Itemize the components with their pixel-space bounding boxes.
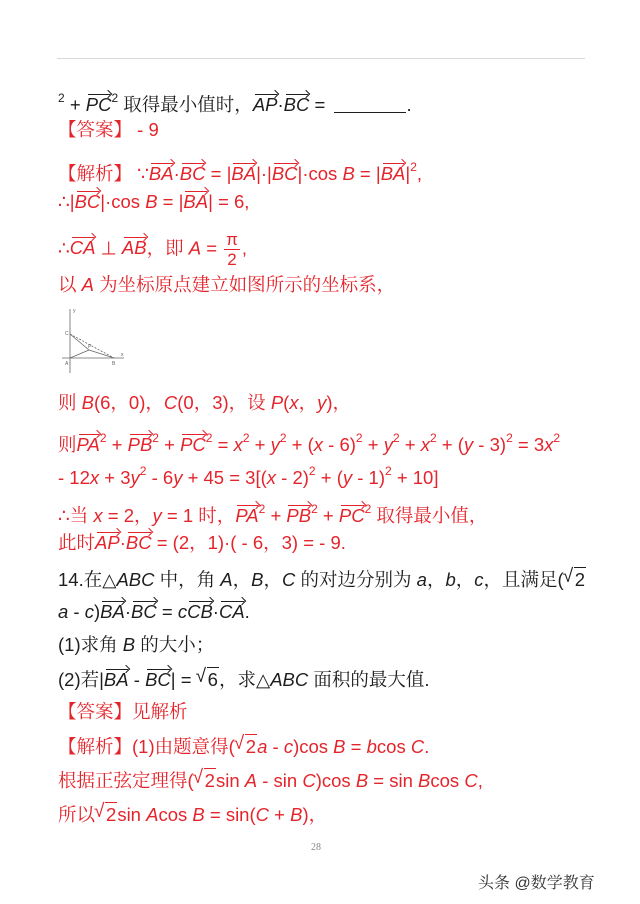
text-run: - 2) bbox=[276, 467, 309, 488]
vector-symbol: BC bbox=[283, 94, 310, 115]
superscript: 2 bbox=[111, 91, 119, 105]
vector-symbol: BA bbox=[231, 163, 257, 184]
text-run: sin bbox=[117, 804, 147, 825]
italic-symbol: b bbox=[445, 569, 456, 590]
text-run: · bbox=[277, 94, 284, 115]
text-run: = 2， bbox=[102, 505, 153, 526]
text-run: - 6 bbox=[146, 467, 174, 488]
text-run: = bbox=[345, 736, 367, 757]
text-line bbox=[58, 86, 412, 117]
text-run: )， bbox=[326, 392, 352, 413]
superscript: 2 bbox=[258, 502, 266, 516]
text-run: ) bbox=[94, 601, 101, 622]
superscript: 2 bbox=[58, 91, 65, 105]
superscript: 2 bbox=[139, 464, 147, 478]
text-run: (2)若| bbox=[58, 669, 104, 690]
vector-symbol: PA bbox=[76, 434, 100, 455]
text-line bbox=[58, 700, 188, 724]
italic-symbol: y bbox=[152, 505, 162, 526]
text-run: ， bbox=[232, 569, 252, 590]
vector-symbol: BA bbox=[148, 163, 174, 184]
text-run: 则 bbox=[58, 392, 82, 413]
italic-symbol: A bbox=[220, 569, 233, 590]
label-a: A bbox=[65, 361, 69, 367]
italic-symbol: C bbox=[464, 770, 478, 791]
vector-symbol: BA bbox=[380, 163, 406, 184]
text-run: ( bbox=[283, 392, 290, 413]
text-run: + ( bbox=[436, 434, 464, 455]
vector-symbol: BC bbox=[74, 191, 101, 212]
superscript: 2 bbox=[553, 431, 561, 445]
segment-cp bbox=[70, 334, 89, 350]
text-run: · bbox=[119, 532, 126, 553]
superscript: 2 bbox=[506, 431, 513, 445]
text-run: - sin bbox=[257, 770, 303, 791]
italic-symbol: C bbox=[302, 770, 316, 791]
text-run: - 6) bbox=[323, 434, 356, 455]
italic-symbol: B bbox=[418, 770, 431, 791]
text-line bbox=[58, 600, 250, 624]
italic-symbol: P bbox=[270, 392, 284, 413]
text-run: |·cos bbox=[297, 163, 343, 184]
watermark: 头条 @数学教育 bbox=[478, 875, 595, 892]
text-line bbox=[58, 155, 422, 186]
text-run: , bbox=[477, 770, 483, 791]
text-run: = bbox=[201, 237, 223, 259]
italic-symbol: C bbox=[163, 392, 178, 413]
square-root: √ 6 bbox=[207, 667, 219, 692]
text-run: + bbox=[158, 434, 181, 455]
text-run: + bbox=[269, 804, 291, 825]
label-p: P bbox=[88, 344, 92, 350]
vector-symbol: CB bbox=[187, 601, 213, 622]
text-run: cos bbox=[376, 736, 411, 757]
italic-symbol: c bbox=[84, 601, 94, 622]
superscript: 2 bbox=[311, 502, 318, 516]
text-line bbox=[58, 190, 249, 214]
text-run: + 10] bbox=[391, 467, 439, 488]
text-run: )cos bbox=[315, 770, 356, 791]
vector-symbol: BC bbox=[271, 163, 298, 184]
italic-symbol: ABC bbox=[270, 669, 309, 690]
text-run: 14.在△ bbox=[58, 569, 117, 590]
italic-symbol: a bbox=[58, 601, 69, 622]
text-run: + ( bbox=[286, 434, 314, 455]
text-line bbox=[58, 802, 327, 827]
text-line bbox=[58, 768, 483, 793]
italic-symbol: x bbox=[266, 467, 277, 488]
text-run: 取得最小值时， bbox=[118, 94, 253, 115]
vector-symbol: BA bbox=[103, 669, 129, 690]
superscript: 2 bbox=[364, 502, 372, 516]
superscript: 2 bbox=[385, 464, 392, 478]
vector-symbol: AB bbox=[121, 237, 147, 259]
text-run: - 1) bbox=[352, 467, 385, 488]
text-line bbox=[58, 567, 586, 592]
text-run: = bbox=[212, 434, 234, 455]
text-run: ∴当 bbox=[58, 505, 94, 526]
vector-symbol: PB bbox=[127, 434, 153, 455]
italic-symbol: x bbox=[289, 392, 299, 413]
italic-symbol: y bbox=[463, 434, 474, 455]
text-run: 以 bbox=[58, 274, 82, 295]
text-run: = 3 bbox=[512, 434, 545, 455]
vector-symbol: PB bbox=[286, 505, 312, 526]
superscript: 2 bbox=[279, 431, 287, 445]
text-run: - bbox=[68, 601, 85, 622]
vector-symbol: AP bbox=[252, 94, 278, 115]
fraction-numerator: π bbox=[226, 230, 238, 249]
vector-symbol: PA bbox=[235, 505, 259, 526]
text-run: sin bbox=[215, 770, 245, 791]
italic-symbol: B bbox=[290, 804, 303, 825]
italic-symbol: a bbox=[257, 736, 268, 757]
superscript: 2 bbox=[205, 431, 213, 445]
italic-symbol: ABC bbox=[116, 569, 155, 590]
text-run: = sin( bbox=[204, 804, 256, 825]
superscript: 2 bbox=[392, 431, 400, 445]
label-c: C bbox=[65, 331, 69, 337]
text-run: + bbox=[362, 434, 384, 455]
italic-symbol: y bbox=[342, 467, 353, 488]
text-run: = bbox=[309, 94, 331, 115]
italic-symbol: C bbox=[282, 569, 296, 590]
label-x: x bbox=[121, 352, 124, 358]
text-line bbox=[58, 273, 395, 297]
italic-symbol: C bbox=[410, 736, 425, 757]
text-run: )， bbox=[302, 804, 328, 825]
italic-symbol: B bbox=[192, 804, 205, 825]
superscript: 2 bbox=[355, 431, 363, 445]
superscript: 2 bbox=[152, 431, 159, 445]
text-run: ，求△ bbox=[218, 669, 271, 690]
vector-symbol: BA bbox=[183, 191, 209, 212]
square-root: √ 2 bbox=[245, 734, 257, 759]
italic-symbol: c bbox=[283, 736, 294, 757]
italic-symbol: c bbox=[177, 601, 188, 622]
square-root: √ 2 bbox=[105, 802, 117, 827]
text-run: = bbox=[156, 601, 178, 622]
text-run: ， bbox=[455, 569, 475, 590]
italic-symbol: x bbox=[93, 505, 103, 526]
text-run: + 3 bbox=[99, 467, 131, 488]
text-line bbox=[58, 230, 247, 269]
italic-symbol: x bbox=[233, 434, 243, 455]
vector-symbol: BC bbox=[145, 669, 171, 690]
text-run: cos bbox=[430, 770, 465, 791]
text-run: (0，3)，设 bbox=[177, 392, 271, 413]
text-run: + bbox=[64, 94, 86, 115]
text-run: = 1 时， bbox=[161, 505, 236, 526]
italic-symbol: B bbox=[122, 634, 136, 655]
segment-cb bbox=[70, 334, 114, 358]
text-run: |·cos bbox=[100, 191, 146, 212]
vector-symbol: BC bbox=[179, 163, 206, 184]
text-run: ∴ bbox=[58, 237, 70, 259]
text-run: = sin bbox=[368, 770, 419, 791]
text-run: ∴| bbox=[58, 191, 75, 212]
italic-symbol: x bbox=[420, 434, 430, 455]
superscript: 2 bbox=[410, 160, 417, 174]
italic-symbol: x bbox=[89, 467, 100, 488]
italic-symbol: A bbox=[188, 237, 202, 259]
text-line bbox=[58, 426, 560, 457]
text-run: | = bbox=[170, 669, 197, 690]
text-line bbox=[58, 531, 346, 555]
text-run: |·| bbox=[256, 163, 272, 184]
italic-symbol: x bbox=[313, 434, 324, 455]
text-run: 则 bbox=[58, 434, 77, 455]
vector-symbol: CA bbox=[218, 601, 245, 622]
italic-symbol: y bbox=[270, 434, 280, 455]
superscript: 2 bbox=[99, 431, 107, 445]
text-run: 的对边分别为 bbox=[295, 569, 417, 590]
italic-symbol: B bbox=[342, 163, 355, 184]
text-run: ，且满足( bbox=[483, 569, 564, 590]
vector-symbol: PC bbox=[180, 434, 206, 455]
text-line bbox=[58, 459, 439, 490]
text-line bbox=[58, 497, 487, 528]
text-run: - bbox=[267, 736, 284, 757]
square-root: √ 2 bbox=[204, 768, 216, 793]
vector-symbol: BC bbox=[125, 532, 152, 553]
text-run: + bbox=[249, 434, 271, 455]
superscript: 2 bbox=[308, 464, 316, 478]
text-run: · bbox=[212, 601, 219, 622]
italic-symbol: y bbox=[317, 392, 327, 413]
text-run: 此时 bbox=[58, 532, 96, 553]
fraction-denominator: 2 bbox=[227, 250, 237, 269]
answer-blank bbox=[334, 96, 406, 113]
italic-symbol: A bbox=[81, 274, 94, 295]
segment-ap bbox=[70, 350, 89, 358]
text-run: + 45 = 3[( bbox=[182, 467, 267, 488]
text-run: . bbox=[424, 736, 430, 757]
italic-symbol: a bbox=[416, 569, 427, 590]
text-run: + bbox=[399, 434, 421, 455]
superscript: 2 bbox=[242, 431, 250, 445]
italic-symbol: A bbox=[146, 804, 159, 825]
vector-symbol: BC bbox=[131, 601, 157, 622]
superscript: 2 bbox=[429, 431, 437, 445]
text-run: )cos bbox=[293, 736, 334, 757]
text-run: = (2，1)·( - 6，3) = - 9. bbox=[151, 532, 346, 553]
italic-symbol: B bbox=[81, 392, 94, 413]
text-run: | bbox=[405, 163, 411, 184]
header-divider bbox=[57, 58, 585, 59]
vector-symbol: PC bbox=[338, 505, 365, 526]
text-run: + bbox=[106, 434, 128, 455]
text-run: · bbox=[173, 163, 180, 184]
italic-symbol: B bbox=[355, 770, 369, 791]
text-run: 所以 bbox=[58, 804, 96, 825]
text-run: 【解析】(1)由题意得( bbox=[58, 736, 235, 757]
italic-symbol: c bbox=[474, 569, 484, 590]
text-line bbox=[58, 667, 430, 692]
text-run: 【答案】见解析 bbox=[58, 701, 188, 722]
text-run: = | bbox=[205, 163, 232, 184]
text-run: · bbox=[124, 601, 132, 622]
italic-symbol: y bbox=[130, 467, 140, 488]
text-run: ， bbox=[298, 392, 318, 413]
italic-symbol: C bbox=[255, 804, 270, 825]
text-line bbox=[58, 118, 159, 142]
text-run: 【答案】 - 9 bbox=[58, 119, 159, 140]
text-run: 的大小； bbox=[135, 634, 215, 655]
text-run: - bbox=[128, 669, 146, 690]
text-run: 取得最小值， bbox=[371, 505, 488, 526]
fraction bbox=[224, 230, 240, 269]
vector-symbol: AP bbox=[95, 532, 120, 553]
italic-symbol: A bbox=[244, 770, 258, 791]
text-line bbox=[58, 633, 214, 657]
square-root: √ 2 bbox=[574, 567, 586, 592]
text-run: 为坐标原点建立如图所示的坐标系， bbox=[93, 274, 396, 295]
text-run: (1)求角 bbox=[58, 634, 123, 655]
vector-symbol: PC bbox=[85, 94, 112, 115]
italic-symbol: B bbox=[251, 569, 264, 590]
italic-symbol: B bbox=[333, 736, 346, 757]
text-line bbox=[58, 391, 351, 415]
text-run: 中，角 bbox=[154, 569, 221, 590]
vector-symbol: CA bbox=[69, 237, 96, 259]
italic-symbol: y bbox=[173, 467, 183, 488]
label-b: B bbox=[112, 361, 116, 367]
text-run: , bbox=[241, 237, 248, 259]
text-run: = | bbox=[157, 191, 184, 212]
italic-symbol: B bbox=[145, 191, 158, 212]
text-run: ， bbox=[426, 569, 446, 590]
label-y: y bbox=[73, 308, 76, 314]
text-run: (6，0)， bbox=[93, 392, 164, 413]
vector-symbol: BA bbox=[100, 601, 125, 622]
text-run: 面积的最大值. bbox=[308, 669, 430, 690]
text-run: = | bbox=[354, 163, 381, 184]
text-run: 根据正弦定理得( bbox=[58, 770, 194, 791]
text-run: . bbox=[406, 94, 412, 115]
text-run: 【解析】 ∵ bbox=[58, 163, 149, 184]
text-run: - 3) bbox=[473, 434, 507, 455]
italic-symbol: y bbox=[383, 434, 393, 455]
text-run: + ( bbox=[315, 467, 343, 488]
text-run: cos bbox=[158, 804, 193, 825]
text-run: + bbox=[265, 505, 287, 526]
text-line bbox=[58, 734, 429, 759]
italic-symbol: x bbox=[544, 434, 554, 455]
coordinate-diagram bbox=[58, 305, 128, 375]
text-run: - 12 bbox=[58, 467, 90, 488]
text-run: | = 6, bbox=[208, 191, 250, 212]
text-run: + bbox=[317, 505, 339, 526]
text-run: , bbox=[416, 163, 423, 184]
text-run: . bbox=[244, 601, 250, 622]
italic-symbol: b bbox=[366, 736, 377, 757]
text-run: ， bbox=[263, 569, 282, 590]
page-number: 28 bbox=[311, 842, 321, 853]
text-run: ⊥ bbox=[95, 237, 122, 259]
text-run: ，即 bbox=[146, 237, 189, 259]
